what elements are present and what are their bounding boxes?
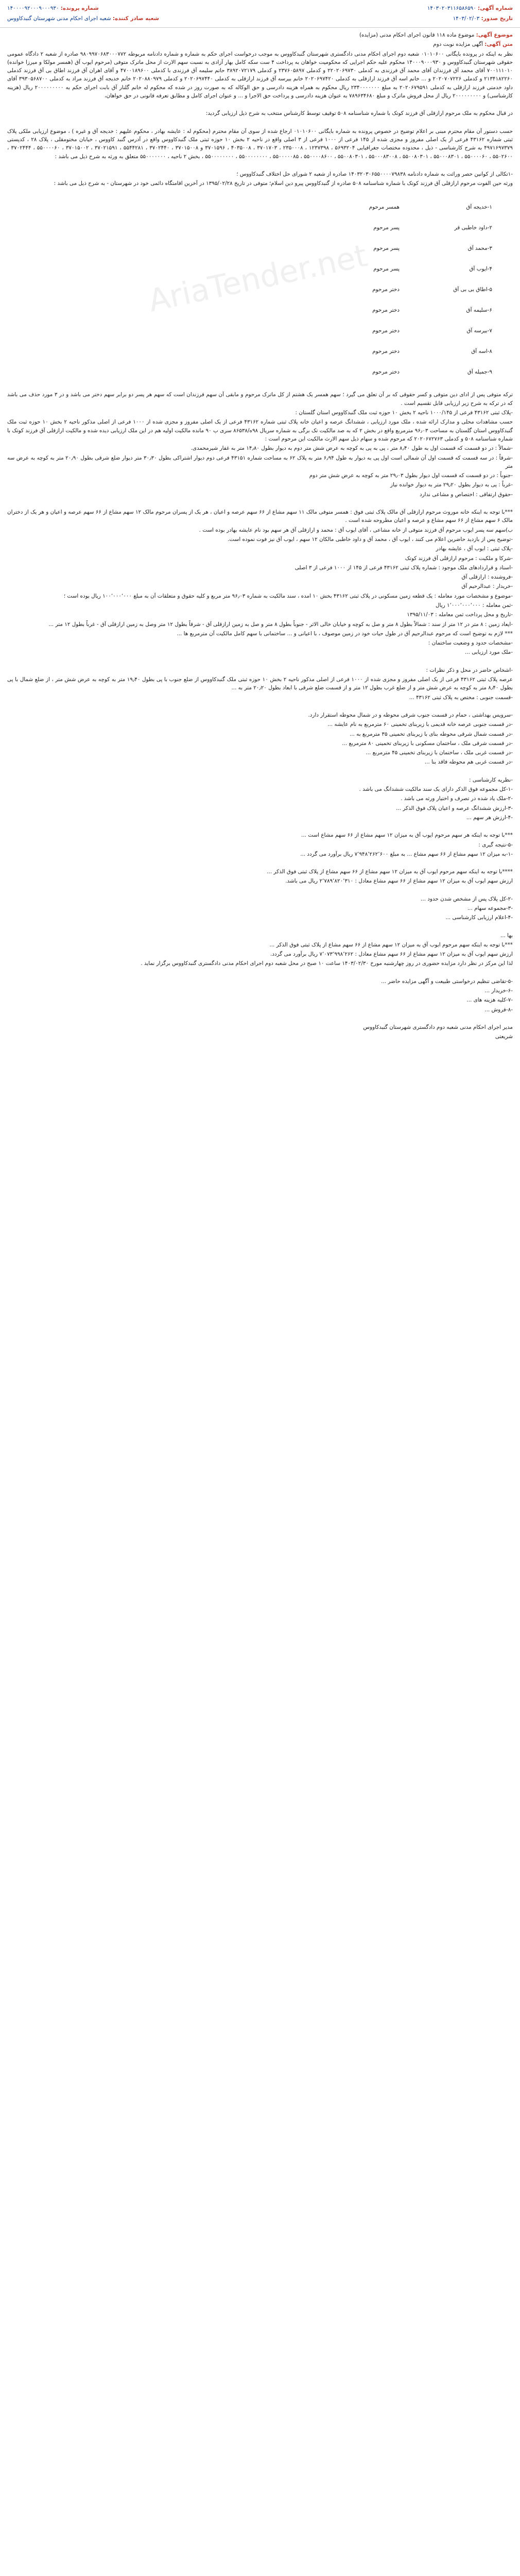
paragraph: -۲-کل پلاک پس از مشخص شدن حدود ...	[421, 895, 513, 902]
signature-name: شریعتی	[495, 1033, 513, 1040]
paragraph: در قبال محکوم به ملک مرحوم ارازقلی آق فرزند کوتک با شماره شناسنامه ۵۰۸ توقیف توسط کارشناس منتخب به شرح ذیل ارزیابی گردید:	[205, 110, 513, 117]
ad-content	[0, 28, 520, 1041]
paragraph: *** لازم به توضیح است که مرحوم عبدالرحیم آق در طول حیات خود در زمین موصوف ، با اعیانی و ... ساختمانی با سهم کامل مالکیت آن مترمربع ها ...	[177, 630, 513, 637]
paragraph: -مشخصات حدود و وضعیت ساختمان :	[428, 640, 513, 647]
paragraph: -جنوباً : در دو قسمت که قسمت اول دیوار بطول ۲۹٫۰۳ متر به کوچه به عرض شش متر دوم	[309, 472, 513, 479]
paragraph: -قسمت جنوبی : مختص به پلاک ثبتی ۴۳۱۶۲ ...	[409, 694, 513, 701]
heir-name: ۲-داود خاطبی قر	[454, 225, 492, 231]
paragraph: -۱تکالی از کوانین حصر وراثت به شماره دادنامه ۱۴۰۳۲۰۳۰۶۵۵۰۰۰۰۷۹۸۳۸ صادره از شعبه ۲ شورای حل اختلاف گنبدکاووس ؛	[236, 171, 513, 177]
paragraph: -۱-به میزان ۱۲ سهم مشاع از ۶۶ سهم مشاع ... به مبلغ ۷٬۹۴۸٬۲۶۲٬۶۰۰ ریال برآورد می گردد ...	[300, 851, 513, 857]
heir-name: ۸-اسه آق	[471, 348, 492, 355]
paragraph: -شرکا و ملکیت : مرحوم ارازقلی آق فرزند کوتک	[405, 555, 513, 562]
authority-label: شعبه صادر کننده:	[112, 15, 159, 22]
paragraph: -نظریه کارشناسی :	[469, 776, 513, 783]
paragraph: -۳-ارزش ششدانگ عرصه و اعیان پلاک فوق الذکر ...	[396, 805, 513, 811]
header-row-1	[7, 3, 513, 13]
paragraph: -۳-مجموعه سهام ...	[467, 905, 513, 911]
issue-date: ۱۴۰۳/۰۲/۰۳	[453, 15, 480, 22]
heir-row	[7, 197, 513, 217]
paragraph: -شرقاً : در سه قسمت که قسمت اول آن شمالی است اول پی به دیوار به طول ۶٫۹۴ متر به پلاک ۶۲ به مساحت شماره ۴۳۱۵۱ فرعی دوم دیوار اشتراکی بطول ۳۰٫۳۰ متر دیوار ضلع شرقی بطول ۲۰٫۹۰ متر به کوچه به عرض سه متر	[7, 454, 513, 469]
heir-relation: دختر مرحوم	[372, 286, 400, 293]
heir-name: ۱-خدیجه آق	[466, 204, 492, 211]
paragraph: -حقوق ارتفاقی : اختصاص و مشاعی ندارد	[420, 491, 513, 498]
heir-row	[7, 341, 513, 362]
heir-name: ۵-اطاق بی بی آق	[453, 286, 492, 293]
paragraph: حسب مشاهدات محلی و مدارک ارائه شده ، ملک مورد ارزیابی ، ششدانگ عرصه و اعیان خانه پلاک ثبتی شماره ۴۳۱۶۲ فرعی از یک اصلی مفروز و مجزی شده از ۱۰۰۰ فرعی از اصلی مذکور ناحیه ۲ بخش ۱۰ حوزه ثبت ملک گنبدکاووس استان گلستان به مساحت ۹۶٫۰۳ مترمربع واقع در بخش ۲ که به صد مالکیت تک برگی به شماره سریال ۹۸ه/۸۶۵۳۸ سری ب ۹۰ مانده مالکیت اولیه هم در این ملک ارزیابی دیده شده و مالکیت ارازقلی آق فرزند کوتک با شماره شناسنامه ۵۰۸ و کدملی ۲۰۲۰۶۷۲۷۶۳ که مرحوم شده و سهام ذیل سهم الارث مالکیت این مرحوم است :	[7, 419, 513, 442]
paragraph: ***با توجه به اینکه خانه موروث مرحوم ارازقلی آق مالک پلاک ثبتی فوق : همسر متوفی مالک ۱۱ سهم مشاع از ۶۶ سهم عرصه و اعیان ، هر یک از پسران مرحوم مالک ۱۲ سهم مشاع از ۶۶ سهم عرصه و اعیان و هر یک از دختران مالک ۶ سهم مشاع از ۶۶ سهم مشاع و عرصه و اعیان مطروحه شده است .	[7, 509, 513, 524]
paragraph: -اشخاص حاضر در محل و ذکر نظرات :	[426, 667, 513, 673]
heir-relation: پسر مرحوم	[373, 245, 400, 252]
paragraph: -پلاک ثبتی : ایوب آق ، عایشه بهادر	[436, 546, 513, 552]
header	[0, 0, 520, 28]
file-number: ۱۴۰۰۰۰۹۲۰۰۰۹۰۰۰۹۳۰	[7, 5, 59, 11]
paragraph: -اسناد و قراردادهای ملک موجود : شماره پلاک ثبتی ۴۳۱۶۲ فرعی از ۱۴۵ از ۱۰۰۰ فرعی از ۳ اصلی	[294, 564, 513, 571]
paragraph: -در قسمت شمال شرقی محوطه بنای با زیربنای تخمینی ۳۵ مترمربع به ...	[349, 731, 513, 737]
paragraph: -۶-خریدار ...	[484, 988, 513, 994]
heir-row	[7, 279, 513, 300]
heir-row	[7, 238, 513, 259]
paragraph: ****با توجه به اینکه سهم مرحوم ایوب آق به میزان ۱۲ سهم مشاع از ۶۶ سهم مشاع از پلاک ثبتی فوق الذکر ...	[267, 869, 513, 875]
paragraph: -شمالاً : در دو قسمت که قسمت اول به طول ۸٫۴۰ متر ، پی به پی به کوچه به عرض شش متر دوم به دیوار بطول ۱۴٫۸۰ متر به غفار شیرمحمدی.	[190, 445, 513, 452]
paragraph: -خریدار : عبدالرحیم آق	[461, 583, 513, 590]
authority: شعبه اجرای احکام مدنی شهرستان گنبدکاووس	[7, 15, 111, 22]
heir-row	[7, 259, 513, 279]
ad-number-label: شماره آگهی:	[478, 5, 513, 11]
paragraph: -در قسمت غربی هم محوطه فاقد بنا ...	[424, 759, 513, 766]
paragraph: -در قسمت جنوبی عرصه خانه قدیمی با زیربنای تخمینی ۶۰ مترمربع به نام عایشه ...	[327, 721, 513, 728]
heir-row	[7, 362, 513, 382]
text-label: متن آگهی:	[484, 41, 513, 48]
heir-row	[7, 217, 513, 238]
paragraph: -موضوع و مشخصات مورد معامله : یک قطعه زمین مسکونی در پلاک ثبتی ۴۳۱۶۲ بخش ۱۰ امده ، سند مالکیت به شماره ۹۶٫۰۳ متر مربع و کلیه حقوق و متعلقات آن به مبلغ ۱۰۰٬۰۰۰٬۰۰۰ ریال بوده است ؛	[63, 592, 513, 599]
paragraph: ترکه متوفی پس از ادای دین متوفی و کسر حقوقی که بر آن تعلق می گیرد ؛ سهم همسر یک هشتم از کل ماترک مرحوم و مابقی آن سهم فرزندان است که سهم هر پسر دو برابر سهم دختر می باشد و در ۳ مورد حذف می باشد که در ترکه به شرح زیر ارزیابی قابل تقسیم است .	[7, 392, 513, 406]
paragraph: -۲-ملک یاد شده در تصرف و اختیار ورثه می باشد .	[401, 795, 513, 802]
paragraph: -۱-کل مجموعه فوق الذکر دارای یک سند مالکیت ششدانگ می باشد .	[359, 786, 513, 793]
heir-relation: دختر مرحوم	[372, 328, 400, 334]
signature-title: مدیر اجرای احکام مدنی شعبه دوم دادگستری شهرستان گنبدکاووس	[363, 1024, 513, 1030]
paragraph: لذا این مرکز در نظر دارد مزایده حضوری در روز چهارشنبه مورخ ۱۴۰۳/۰۲/۳۰ ساعت ۱۰ صبح در محل شعبه دوم اجرای احکام مدنی دادگستری گنبدکاووس برگزار نماید .	[141, 960, 513, 967]
heir-name: ۷-بیرسه آق	[466, 328, 492, 334]
paragraph: حسب دستور آن مقام محترم مبنی بر اعلام توضیح در خصوص پرونده به شماره بایگانی ۰۱۰۱۰۶۰۰ ارجاع شده از سوی آن مقام محترم (محکوم له : عایشه بهادر ، محکوم علیهم : خدیجه آق و غیره ) ، موضوع ارزیابی ملکی پلاک ثبتی شماره ۴۳۱۶۲ فرعی از یک اصلی مفروز و مجزی شده از ۱۴۵ فرعی از ۱۰۰۰ فرعی از ۳ اصلی واقع در ناحیه ۲ بخش ۱۰ حوزه ثبتی ملک گنبدکاووس واقع در آدرس گنبد کاووس ، خیابان مختومقلی ، پلاک ۲۸ ، کدپستی ۴۹۷۱۶۹۷۳۷۹ به شرح کارشناسی - ذیل ، محدوده مختصات جغرافیایی ۵۶۹۳۲۰۴ ، ۱۲۳۷۳۹۸ ، ۲۳۵۰۰۰۸ ، ۳۷۰۱۷۰۳ ، ۴۰۳۵۰۰۸ ، ۳۷۰۱۵۹۶ و ۳۷۰۱۵۰۰۸ ، ۳۷۰۲۴۴۰ ، ۵۵۴۴۲۸۱ ، ۳۷۰۲۱۵۹۱ ، ۳۷۰۱۵۰۰۲ ، ۵۵۰۰۰۰۶۰ ، ۳۷۰۲۴۴۴ ، ۵۵۰۲۶۰۰ ، ۵۵۰۰۰۰۶۰ ، ۵۵۰۰۰۸۳۰۱ ، ۵۵۰۰۸۰۳۰۱ ، ۵۵۰۰۰۸۳۰۰۸ ، ۵۵۰۰۸۰۳۰۱ ، ۵۵۰۰۰۰۸۶۰۰ ، ۵۵۰۰۰۰۰۸۵ ، ۵۵۰۰۰۰۰۰۰۰ ، ۵۵۰۰۰۰۰۰۰۰ ، بخش ۲ ناحیه ، ۵۵۰۰۰۰۰۰۰ متعلق به ورثه به شرح ذیل می باشد :	[7, 128, 513, 160]
paragraph: ارزش سهم ایوب آق به میزان ۱۲ سهم مشاع از ۶۶ سهم مشاع معادل : ۲٬۷۸۹٬۸۲۰٬۳۱۰ ریال می باشد.	[285, 878, 513, 885]
heir-name: ۳-محمد آق	[467, 245, 492, 252]
paragraph: -۷-کلیه هزینه های ...	[466, 997, 513, 1004]
subject-label: موضوع آگهی:	[476, 32, 513, 38]
paragraph: ***با توجه به اینکه سهم مرحوم ایوب آق به میزان ۱۲ سهم مشاع از ۶۶ سهم مشاع از پلاک ثبتی فوق الذکر ...	[269, 941, 513, 948]
ad-number: ۱۴۰۳۰۲۰۳۱۱۶۵۸۶۵۹۰	[427, 5, 476, 11]
paragraph: بها ...	[500, 932, 513, 939]
heir-relation: همسر مرحوم	[369, 204, 400, 211]
heir-name: ۹-جمیله آق	[467, 369, 492, 376]
paragraph: ب)سهم سه پسر ایوب مرحوم آق فرزند متوفی از خانه مشاعی ، آقای ایوب آق : محمد و ارازقلی آق هر سهم بود نام عایشه بهادر بوده است .	[199, 527, 513, 533]
heir-name: ۴-ایوب آق	[469, 266, 492, 273]
heir-name: ۶-سلیمه آق	[466, 307, 492, 314]
paragraph: -در قسمت غربی ملک ، ساختمان با زیربنای تخمینی ۴۵ مترمربع ...	[366, 750, 513, 756]
heir-relation: دختر مرحوم	[372, 307, 400, 314]
heir-relation: دختر مرحوم	[372, 369, 400, 376]
paragraph: -غرباً : پی به دیوار بطول ۲۹٫۲۰ متر به دیوار خوانده نیاز	[390, 482, 513, 488]
heir-relation: پسر مرحوم	[373, 266, 400, 273]
paragraph: -۴-اعلام ارزیابی کارشناسی ...	[445, 914, 513, 921]
paragraph: -در قسمت شرقی ملک ، ساختمان مسکونی با زیربنای تخمینی ۸۰ مترمربع ...	[342, 740, 513, 747]
heirs-list	[7, 197, 513, 382]
header-row-2	[7, 13, 513, 24]
file-number-label: شماره پرونده:	[60, 5, 99, 11]
watermark-text: AriaTender.net	[145, 238, 371, 319]
heir-relation: دختر مرحوم	[372, 348, 400, 355]
paragraph: -پلاک ثبتی ۴۳۱۶۲ فرعی از ۱۰۰۰/۱۴۵ ناحیه ۲ بخش ۱۰ حوزه ثبت ملک گنبدکاووس استان گلستان :	[295, 410, 513, 416]
text-heading: آگهی مزایده نوبت دوم	[433, 41, 483, 48]
paragraph: -توضیح پس از بازدید حاضرین اعلام می کنند ، ایوب آق ، محمد آق و داود خاطبی مالکان ۱۲ سهم ، ایوب آق نیز فوت نموده است.	[228, 536, 513, 543]
paragraph: -ملک مورد ارزیابی ...	[465, 649, 513, 656]
paragraph: -فروشنده : ارازقلی آق	[461, 574, 513, 581]
heir-relation: پسر مرحوم	[373, 225, 400, 231]
issue-date-label: تاریخ صدور:	[481, 15, 513, 22]
paragraph: -۴-ارزش هر سهم ...	[466, 814, 513, 821]
paragraph: -۵-تقاضی تنظیم درخواستی طبیعت و آگهی مزایده حاضر ...	[381, 978, 513, 985]
paragraph: عرصه پلاک ثبتی ۴۳۱۶۲ فرعی از یک اصلی مفروز و مجزی شده از ۱۰۰۰ فرعی از اصلی مذکور ناحیه ۲ بخش ۱۰ حوزه ثبتی ملک گنبدکاووس از ضلع جنوب با پی بطول ۱۹٫۴۰ متر به کوچه به عرض شش متر ، از ضلع شمال با پی بطول ۸٫۴۰ متر به کوچه به عرض شش متر و از ضلع غرب بطول ۱۲ متر و از قسمت ضلع شرقی با ابعاد بطول ۲۰٫۲۰ متر به ...	[7, 676, 513, 691]
paragraph: ورثه حین الفوت مرحوم ارازقلی آق فرزند کوتک با شماره شناسنامه ۵۰۸ صادره از گنبدکاووس پیرو دین اسلام؛ متوفی در تاریخ ۱۳۹۵/۰۲/۲۸ در آخرین اقامتگاه دائمی خود در شهرستان - به شرح ذیل می باشد :	[54, 180, 513, 187]
paragraph: -ثمن معامله : ۱٬۰۰۰٬۰۰۰٬۰۰۰ ریال	[436, 602, 513, 608]
subject: موضوع ماده ۱۱۸ قانون اجرای احکام مدنی (مزایده)	[359, 32, 475, 38]
paragraph: نظر به اینکه در پرونده بایگانی ۰۱۰۱۰۶۰۰ شعبه دوم اجرای احکام مدنی دادگستری شهرستان گنبدکاووس به موجب درخواست اجرای حکم به شماره و شماره دادنامه مربوطه ۹۸۰۹۹۷۰۶۸۳۰۰۰۷۷۲ صادره از شعبه ۲ دادگاه عمومی حقوقی شهرستان گنبدکاووس و ۱۴۰۰۰۹۰۰۰۹۳۰ محکوم علیه حکم اجرایی که محکومیت خواهان به پرداخت ۴ ست سکه کامل بهار آزادی به نسبت سهم الارث از محل ماترک متوفی (مرحوم ایوب آق (همسر مولکا و میرزا خوانده) ۷۰۰۱۱۱۰۱۰ آقای محمد آق فرزندان آقای محمد آق فرزندی به کدملی ۲۲۰۲۰۶۹۷۳۰ و کدملی ۲۳۷۶۰۵۸۹۷ و کدملی ۳۸۹۲۰۷۲۱۷۹ حاتم سلیمه آق فرزندی با کدملی ۴۷۰۰۱۸۹۶۰۰ و آقای اهران آق فرزند اطاق بی آق فرزند کدملی ۲۱۳۴۱۸۲۲۶۰ و کدملی ۲۰۲۰۷۰۷۲۲۶ و ... خانم اسه آق فرزند ارازقلی به کدملی ۲۰۲۰۶۹۷۴۲۰ خانم بیرسه آق فرزند ارازقلی به کدملی ۲۰۲۰۶۹۷۴۴۰ و کدملی ۲۰۲۰۸۸۰۹۷۹ خانم خدیجه آق فرزند مراد به کدملی ۳۹۳۰۵۶۸۷۰۰ آقای داود خدمتی فرزند ارازقلی به کدملی ۲۰۲۰۶۷۹۵۹۱ به مبلغ ۲۳۴۰۰۰۰۰۰۰ ریال محکوم به همراه هزینه دادرسی و حق الوکاله که به صورت روز در شده که محکوم له خانم گلنار آق بابت اجرای حکم به ۲۰۰۰۰۰۰۰۰۰ ریال (هزینه کارشناسی) و ۲۰۰۰۰۰۰۰۰۰ ریال از محل فروش ماترک و مبلغ ۷۸۹۶۳۴۶۸۰ به عنوان هزینه دادرسی و پرداخت حق الاجرا و ... و عنوان اجرای کامل و مطابق تعرفه قانونی در حق خواهان،	[7, 50, 513, 99]
paragraph: -۸-فروش ...	[484, 1006, 513, 1013]
paragraph: ***با توجه به اینکه هر سهم مرحوم ایوب آق به میزان ۱۲ سهم مشاع از ۶۶ سهم مشاع است ...	[301, 832, 513, 839]
heir-row	[7, 300, 513, 320]
paragraph: ارزش سهم ایوب آق به میزان ۱۲ سهم مشاع از ۶۶ سهم مشاع معادل : ۷٬۰۷۳٬۹۹۸٬۲۶۲ ریال برآورد می گردد.	[270, 951, 513, 958]
paragraph: -تاریخ و محل پرداخت ثمن معامله : ۱۳۹۵/۱۱/۰۳	[407, 612, 513, 618]
paragraph: -۵-نتیجه گیری :	[478, 841, 513, 848]
paragraph: -سرویس بهداشتی ، حمام در قسمت جنوب شرقی محوطه و در شمال محوطه استقرار دارد.	[308, 711, 513, 718]
paragraph: -ایعاد زمین : ۸ متر در ۱۲ متر از سند : شمالاً بطول ۸ متر و صل به کوچه و خیابان خالی الاثر - جنوباً بطول ۸ متر و صل به زمین ارازقلی آق - شرقاً بطول ۱۲ متر وصل به زمین ارازقلی آق - غرباً بطول ۱۲ متر ...	[48, 621, 513, 628]
heir-row	[7, 320, 513, 341]
